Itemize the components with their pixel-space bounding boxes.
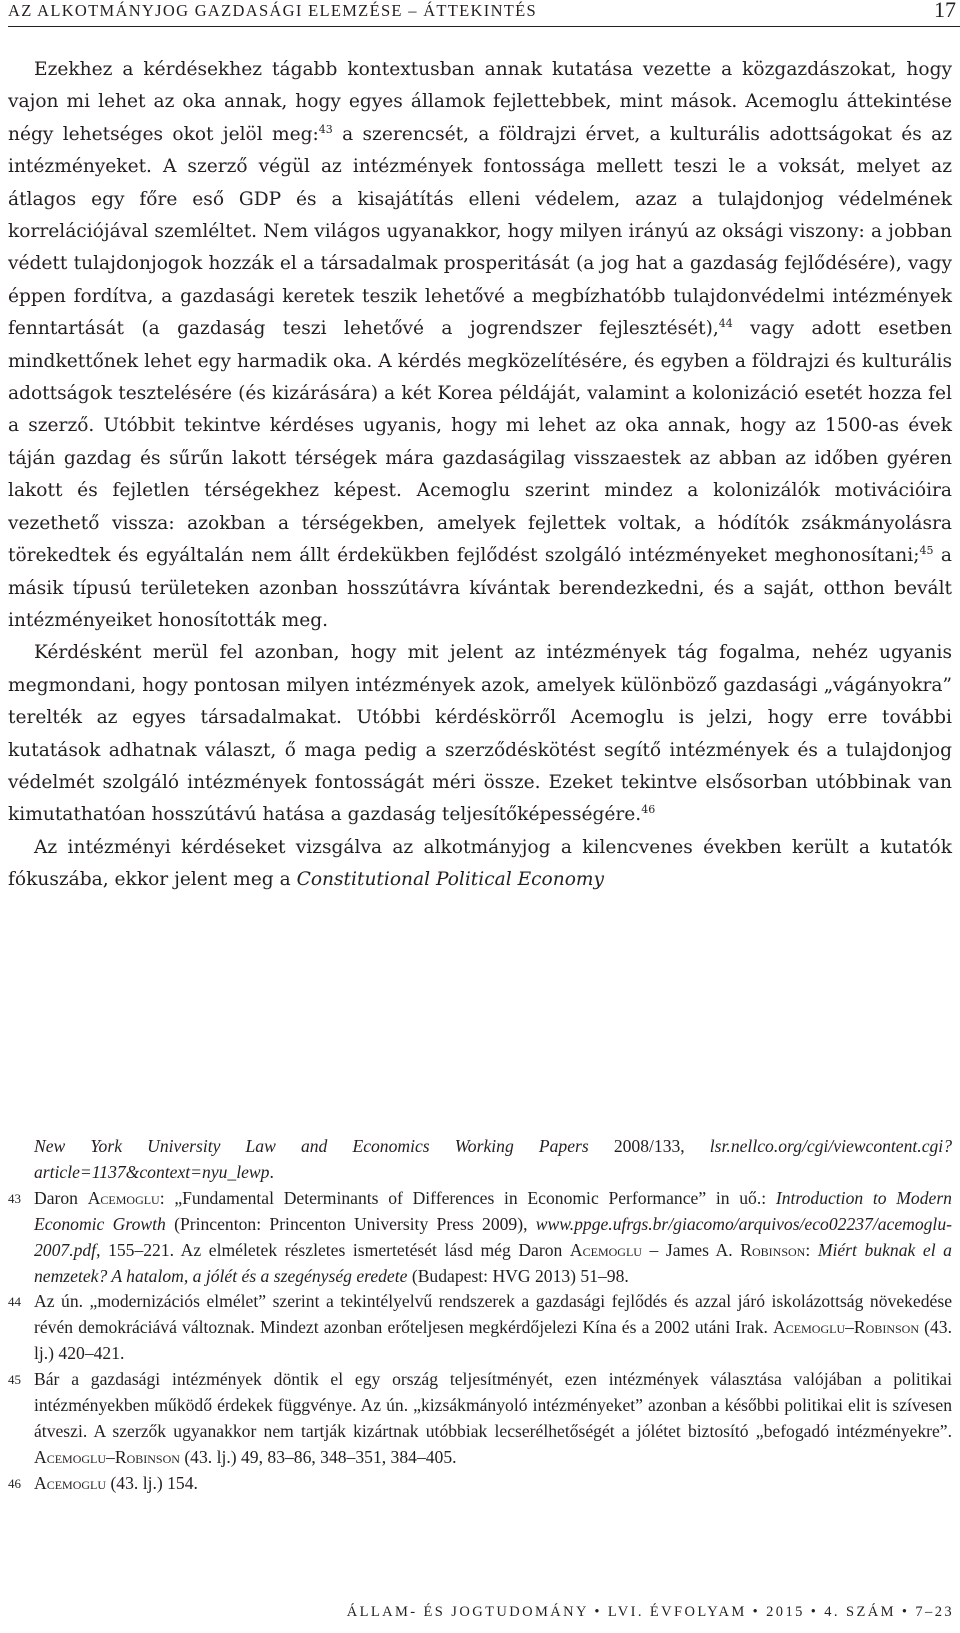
text-run: , 155–221. Az elméletek részletes ismertetését lásd még Daron	[96, 1239, 570, 1260]
footnote-ref-43[interactable]: 43	[318, 122, 333, 136]
text-run: Az ún. „modernizációs elmélet” szerint a tekintélyelvű rendszerek a gazdasági fejlődés és azzal járó iskolázottság növekedése révén demokráciává változnak. Mindezt azonban erőteljesen megkérdőjelezi Kína és a 2002 utáni Irak.	[34, 1291, 952, 1338]
text-run: a másik típusú területeken azonban hosszútávra kívántak berendezkedni, és a saját, otthon bevált intézményeiket honosították meg.	[8, 545, 952, 631]
text-run: (43. lj.) 420–421.	[34, 1317, 952, 1364]
footnote-45	[8, 1367, 952, 1471]
text-run: (Budapest: HVG 2013) 51–98.	[407, 1265, 629, 1286]
paragraph-2	[8, 637, 952, 831]
text-run: 2008/133,	[588, 1136, 710, 1156]
text-run: (Princenton: Princenton University Press 2009),	[165, 1213, 536, 1234]
paragraph-3	[8, 832, 952, 897]
page-number: 17	[934, 0, 956, 22]
footnote-ref-45[interactable]: 45	[919, 544, 934, 558]
author-name: Robinson	[740, 1239, 806, 1260]
text-run: .	[269, 1161, 274, 1182]
text-run: : „Fundamental Determinants of Differences in Economic Performance” in uő.:	[159, 1187, 776, 1208]
text-run: (43. lj.) 49, 83–86, 348–351, 384–405.	[179, 1446, 457, 1467]
footnote-link[interactable]: www.ppge.ufrgs.br/giacomo/arquivos/eco02237/acemoglu-2007.pdf	[34, 1213, 952, 1260]
footnote-number: 46	[8, 1475, 21, 1491]
footnote-44	[8, 1289, 952, 1367]
running-footer: ÁLLAM- ÉS JOGTUDOMÁNY • LVI. ÉVFOLYAM • 2015 • 4. SZÁM • 7–23	[346, 1604, 954, 1620]
footnote-46	[8, 1471, 952, 1497]
italic-run: Introduction to Modern Economic Growth	[34, 1187, 952, 1234]
italic-title: Constitutional Political Economy	[296, 869, 605, 891]
footnote-43	[8, 1186, 952, 1290]
footnote-link[interactable]: lsr.nellco.org/cgi/viewcontent.cgi?article=1137&context=nyu_lewp	[34, 1136, 952, 1182]
text-run: (43. lj.) 154.	[106, 1472, 198, 1493]
author-name: Acemoglu–Robinson	[34, 1446, 180, 1467]
italic-run: Miért buknak el a nemzetek? A hatalom, a jólét és a szegénység eredete	[34, 1239, 952, 1286]
author-name: Acemoglu	[34, 1472, 107, 1493]
footnote-number: 43	[8, 1190, 21, 1206]
footnote-ref-44[interactable]: 44	[718, 317, 733, 331]
footnote-number: 44	[8, 1294, 21, 1310]
paragraph-1	[8, 54, 952, 637]
author-name: Acemoglu–Robinson	[773, 1317, 919, 1338]
header-title: AZ ALKOTMÁNYJOG GAZDASÁGI ELEMZÉSE – ÁTTEKINTÉS	[8, 1, 538, 20]
text-run: Ezekhez a kérdésekhez tágabb kontextusban annak kutatása vezette a közgazdászokat, hogy vajon mi lehet az oka annak, hogy egyes államok fejlettebbek, mint mások. Acemoglu áttekintése négy lehetséges okot jelöl meg:	[8, 59, 952, 145]
author-name: Acemoglu	[569, 1239, 642, 1260]
main-text	[8, 54, 952, 897]
text-run: Bár a gazdasági intézmények döntik el egy ország teljesítményét, ezen intézmények választása valójában a politikai intézményekben működő érdekek függvénye. Az ún. „kizsákmányoló intézményeket” azonban a későbbi politikai elit is szívesen átveszi. A szerzők ugyanakkor nem tartják kizártnak utóbbiak lecserélhetőségét a jólétet biztosító „befogadó intézményekre”.	[34, 1369, 952, 1441]
text-run: a szerencsét, a földrajzi érvet, a kulturális adottságokat és az intézményeket. A szerző végül az intézmények fontossága mellett teszi le a voksát, melyet az átlagos egy főre eső GDP és a kisajátítás elleni védelem, azaz a tulajdonjog védelmének korrelációjával szemléltet. Nem világos ugyanakkor, hogy milyen irányú az oksági viszony: a jobban védett tulajdonjogok hozzák el a társadalmak prosperitását (a jog hat a gazdaság fejlődésére), vagy éppen fordítva, a gazdasági keretek teszik lehetővé a megbízhatóbb tulajdonvédelmi intézmények fenntartását (a gazdaság teszi lehetővé a jogrendszer fejlesztését),	[8, 123, 952, 340]
footnote-42-continued	[8, 1134, 952, 1186]
running-header	[8, 0, 960, 27]
italic-run: New York University Law and Economics Working Papers	[34, 1136, 589, 1156]
footnotes	[8, 1134, 952, 1497]
text-run: Daron	[34, 1187, 88, 1208]
footnote-ref-46[interactable]: 46	[641, 803, 656, 817]
text-run: :	[805, 1239, 818, 1260]
text-run: Kérdésként merül fel azonban, hogy mit jelent az intézmények tág fogalma, nehéz ugyanis megmondani, hogy pontosan milyen intézmények azok, amelyek különböző gazdasági „vágányokra” terelték az egyes társadalmakat. Utóbbi kérdéskörről Acemoglu is jelzi, hogy erre további kutatások adhatnak választ, ő maga pedig a szerződéskötést segítő intézmények és a tulajdonjog védelmét szolgáló intézmények fontosságát méri össze. Ezeket tekintve elsősorban utóbbinak van kimutathatóan hosszútávú hatása a gazdaság teljesítőképességére.	[8, 642, 952, 826]
text-run: – James A.	[641, 1239, 741, 1260]
text-run: vagy adott esetben mindkettőnek lehet egy harmadik oka. A kérdés megközelítésére, és egyben a földrajzi és kulturális adottságok tesztelésére (és kizárására) a két Korea példáját, valamint a kolonizáció esetét hozza fel a szerző. Utóbbit tekintve kérdéses ugyanis, hogy mi lehet az oka annak, hogy az 1500-as évek táján gazdag és sűrűn lakott térségek mára gazdaságilag visszaestek az abban az időben gyéren lakott és fejletlen térségekhez képest. Acemoglu szerint mindez a kolonizálók motivációira vezethető vissza: azokban a térségekben, amelyek fejlettek voltak, a hódítók zsákmányolásra törekedtek és egyáltalán nem állt érdekükben fejlődést szolgáló intézményeket meghonosítani;	[8, 318, 952, 567]
footnote-number: 45	[8, 1372, 21, 1388]
text-run: Az intézményi kérdéseket vizsgálva az alkotmányjog a kilencvenes években került a kutatók fókuszába, ekkor jelent meg a	[8, 836, 952, 891]
author-name: Acemoglu	[87, 1187, 160, 1208]
